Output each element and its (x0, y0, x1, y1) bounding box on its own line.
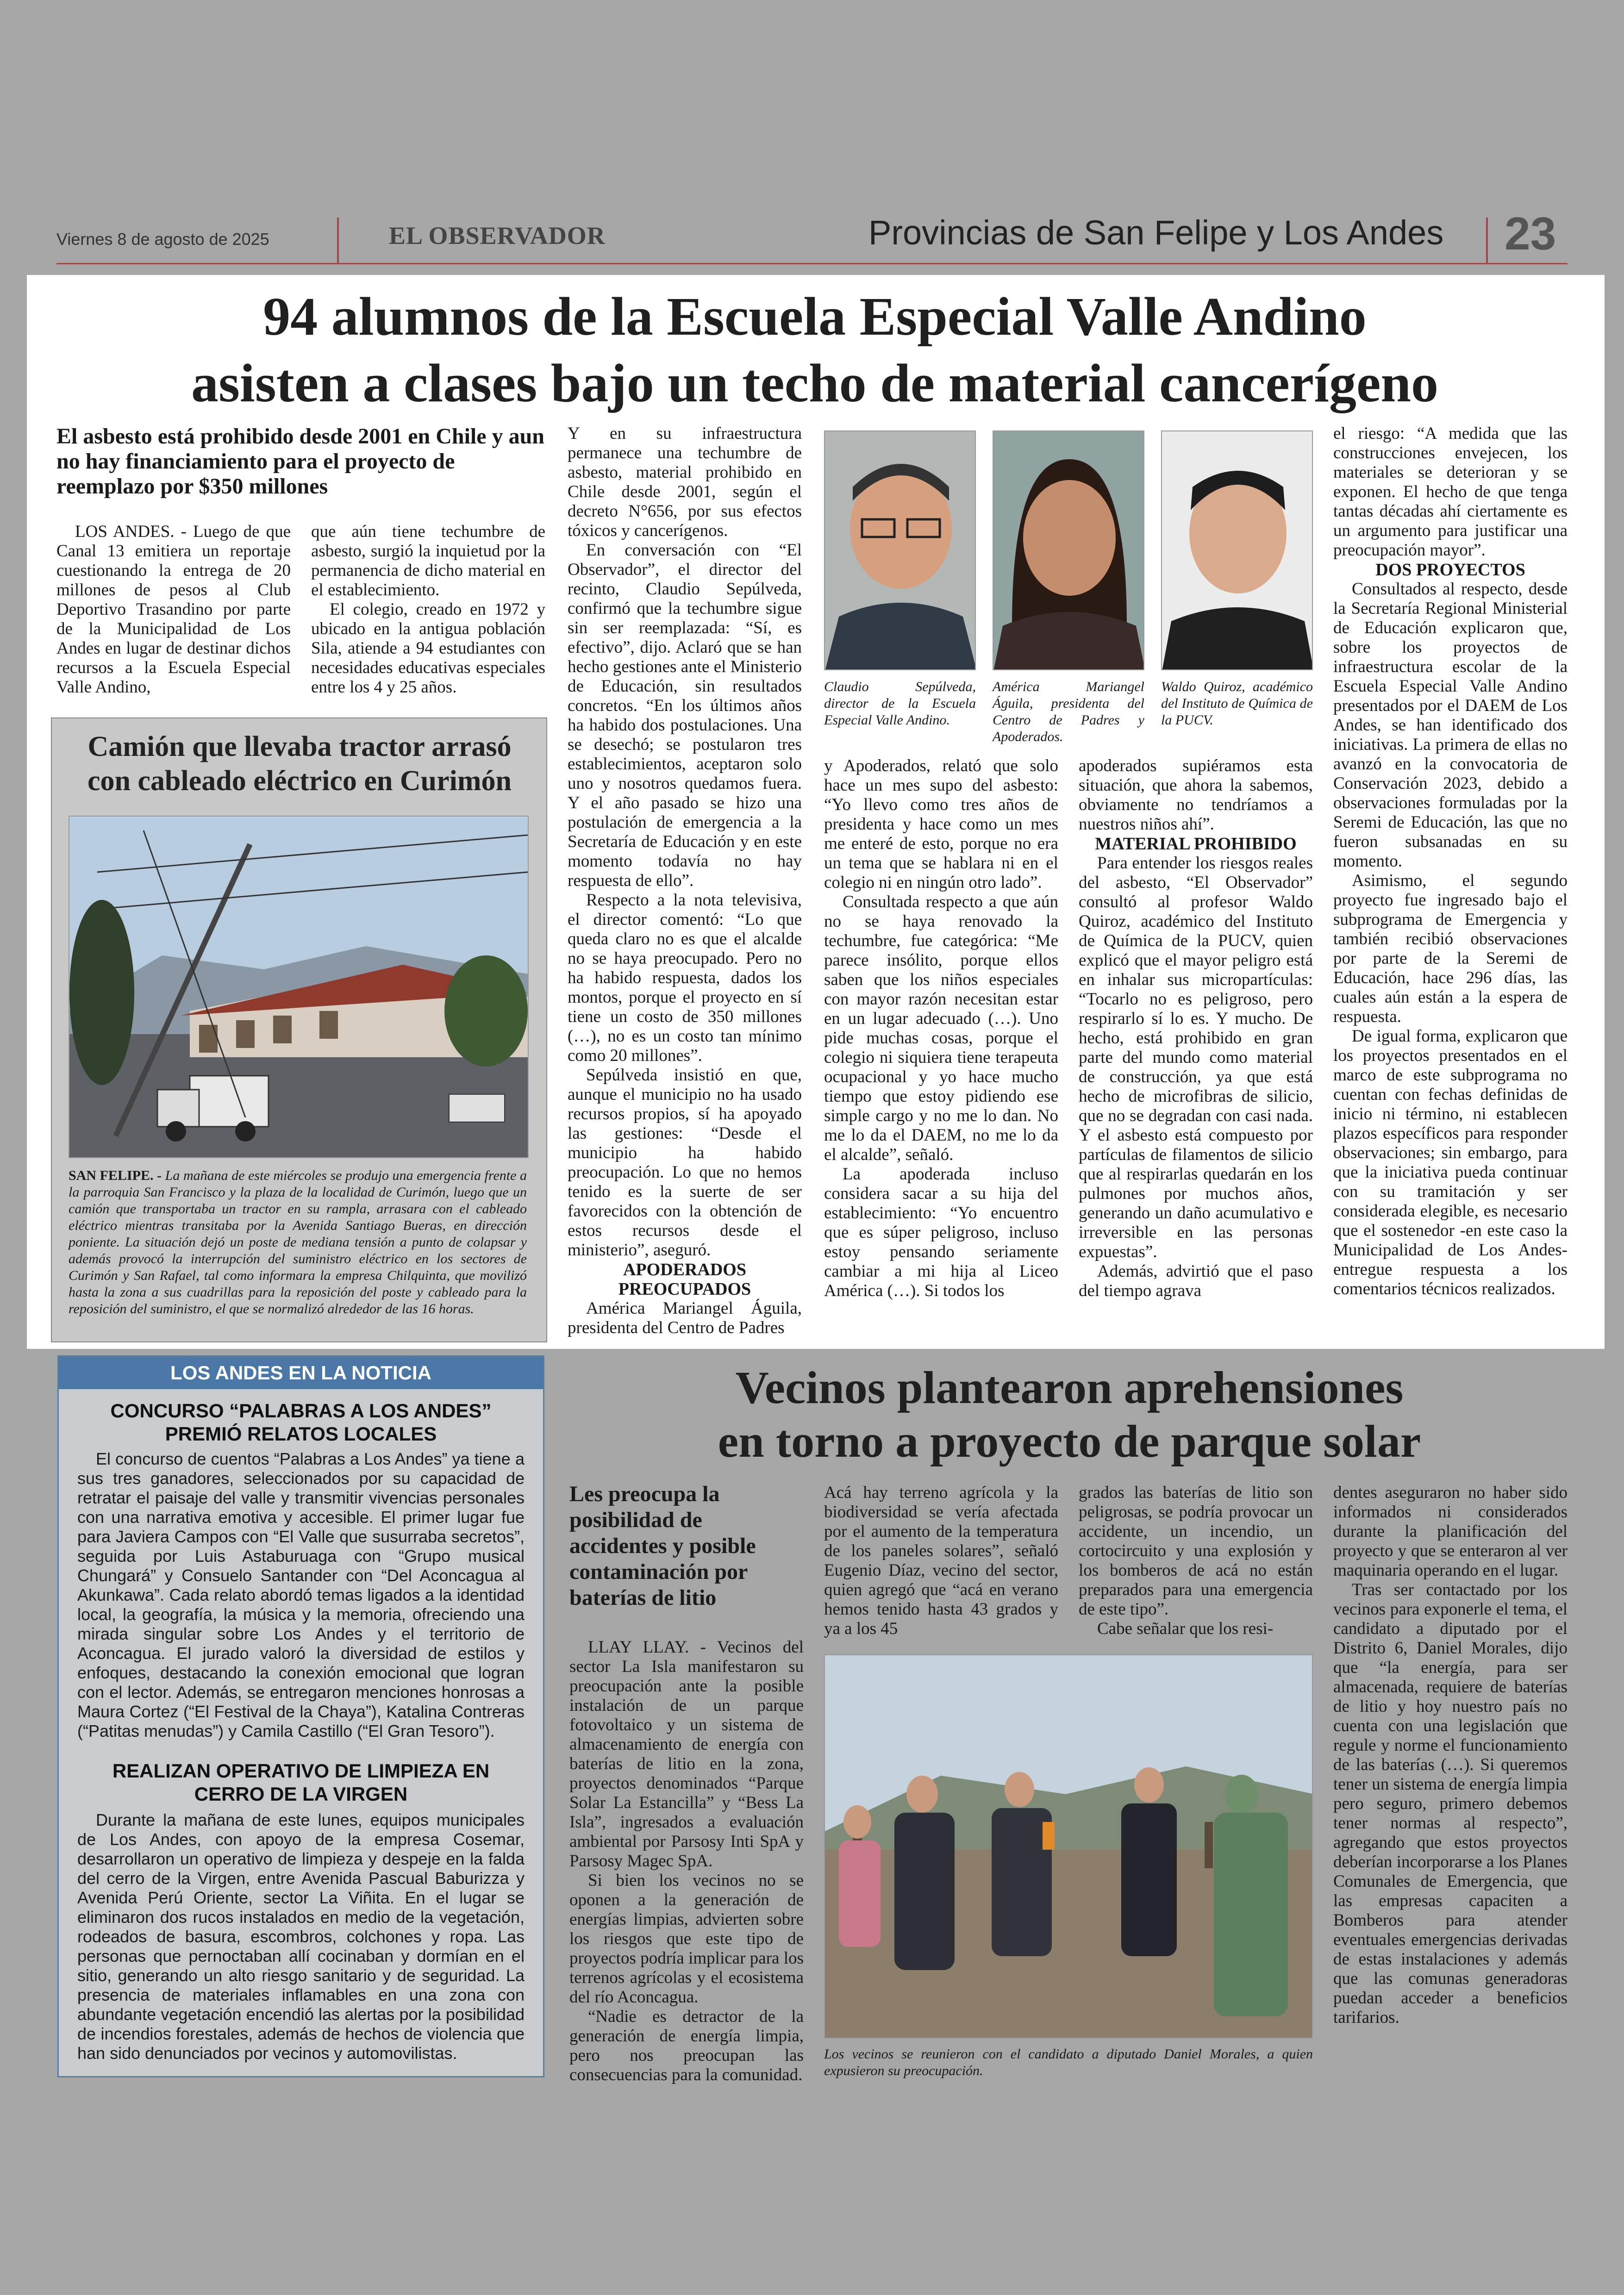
solar-col1-p2: “Nadie es detractor de la generación de energía limpia, pero nos preocupan las consecuencias para la comunidad. (569, 2007, 804, 2084)
portrait-caption-3: Waldo Quiroz, académico del Instituto de Química de la PUCV. (1161, 679, 1313, 728)
sidebar-story1-text: El concurso de cuentos “Palabras a Los Andes” ya tiene a sus tres ganadores, seleccionados por su capacidad de retratar el paisaje del valle y transmitir vivencias personales con una narrativa emotiva y accesible. El primer lugar fue para Javiera Campos con “El Valle que susurraba secretos”, seguida por Luis Astaburuaga con “Grupo musical Chungará” y Consuelo Santander con “Del Aconcagua al Akunkawa”. Cada relato abordó temas ligados a la identidad local, la geografía, la música y la memoria, ofreciendo una mirada singular sobre Los Andes y el territorio de Aconcagua. El jurado valoró la diversidad de estilos y enfoques, destacando la conexión emocional que logran con el lector. Además, se entregaron menciones honrosas a Maura Cortez (“El Festival de la Chaya”), Katalina Contreras (“Patitas menudas”) y Camila Castillo (“El Gran Tesoro”). (77, 1449, 525, 1740)
solar-col3-p0: grados las baterías de litio son peligrosas, se podría provocar un accidente, un incendio, un cortocircuito y una explosión y los bomberos de acá no están preparados para una emergencia de este tipo”. (1079, 1483, 1313, 1619)
masthead-paper-name: EL OBSERVADOR (389, 222, 606, 249)
masthead-date: Viernes 8 de agosto de 2025 (56, 230, 269, 249)
photo-box-headline: Camión que llevaba tractor arrasó con cableado eléctrico en Curimón (87, 731, 512, 797)
sidebar-story2-title: REALIZAN OPERATIVO DE LIMPIEZA EN CERRO DE LA VIRGEN (112, 1760, 490, 1805)
neighbors-meeting-photo (824, 1654, 1313, 2039)
masthead-divider (337, 218, 339, 264)
portrait-woman-illustration (993, 431, 1144, 670)
main-col1a-p0: LOS ANDES. - Luego de que Canal 13 emitiera un reportaje cuestionando la entrega de 20 millones de pesos al Club Deportivo Trasandino por parte de la Municipalidad de Los Andes en lugar de destinar dichos recursos a la Escuela Especial Valle Andino, (56, 522, 291, 697)
solar-deck: Les preocupa la posibilidad de accidentes y posible contaminación por baterías de litio (569, 1482, 756, 1610)
page-number: 23 (1505, 208, 1556, 260)
masthead-divider-right (1486, 218, 1488, 264)
solar-col2 (824, 1483, 1058, 1639)
solar-col3 (1079, 1483, 1313, 1639)
main-col3-p2: La apoderada incluso considera sacar a su hija del establecimiento: “Yo encuentro que es súper peligroso, incluso estoy pensando seriamente cambiar a mi hija al Liceo América (…). Si todos los (824, 1165, 1058, 1300)
main-col5-subhead: DOS PROYECTOS (1375, 560, 1525, 580)
solar-headline-line1: Vecinos plantearon aprehensiones (735, 1362, 1404, 1413)
sidebar-box (57, 1355, 544, 2077)
solar-col1-p0: LLAY LLAY. - Vecinos del sector La Isla manifestaron su preocupación ante la posible instalación de un parque fotovoltaico y un sistema de almacenamiento de energía con baterías de litio en la zona, proyectos denominados “Parque Solar La Estancilla” y “Bess La Isla”, ingresados a evaluación ambiental por Parsosy Inti SpA y Parsosy Magec SpA. (569, 1638, 804, 1871)
portrait-caption-1: Claudio Sepúlveda, director de la Escuela Especial Valle Andino. (824, 679, 976, 728)
portrait-caption-2: América Mariangel Águila, presidenta del Centro de Padres y Apoderados. (993, 679, 1144, 744)
photo-box-caption-text: La mañana de este miércoles se produjo una emergencia frente a la parroquia San Francisco y la plaza de la localidad de Curimón, luego que un camión que transportaba un tractor en su rampla, arrasara con el cableado eléctrico mientras transitaba por la Avenida Santiago Bueras, en dirección poniente. La situación dejó un poste de mediana tensión a punto de colapsar y además provocó la interrupción del suministro eléctrico en los sectores de Curimón y San Rafael, tal como informara la empresa Chilquinta, que movilizó hasta la zona a sus cuadrillas para la reposición del poste y cableado para la reposición del suministro, el que se normalizó alrededor de las 16 horas. (69, 1168, 527, 1316)
portrait-man-glasses-illustration (825, 431, 976, 670)
solar-col2-p0: Acá hay terreno agrícola y la biodiversidad se vería afectada por el aumento de la temperatura de los paneles solares”, señaló Eugenio Díaz, vecino del sector, quien agregó que “acá en verano hemos tenido hasta 43 grados y ya a los 45 (824, 1483, 1058, 1638)
photo-box-caption (69, 1167, 527, 1317)
main-col2-p0: Y en su infraestructura permanece una techumbre de asbesto, material prohibido en Chile desde 2001, según el decreto N°656, por sus efectos tóxicos y cancerígenos. (568, 424, 802, 540)
truck-accident-photo (69, 816, 529, 1158)
photo-box-caption-lead: SAN FELIPE. - (69, 1168, 162, 1183)
main-col4 (1079, 756, 1313, 1301)
portrait-waldo-quiroz (1161, 430, 1313, 670)
main-col4b-p0: Para entender los riesgos reales del asbesto, “El Observador” consultó al profesor Waldo Quiroz, académico del Instituto de Química de la PUCV, quien explicó que el mayor peligro está en inhalar sus micropartículas: “Tocarlo no es peligroso, pero respirarlo sí lo es. Y mucho. De hecho, está prohibido en gran parte del mundo como material de construcción, ya que está hecho de microfibras de silicio, que no se degradan con casi nada. Y el asbesto está compuesto por partículas de filamentos de silicio que al respirarlas quedarán en los pulmones por muchos años, generando un daño acumulativo e irreversible en las personas expuestas”. (1079, 854, 1313, 1261)
solar-col4 (1333, 1483, 1568, 2027)
solar-headline (569, 1361, 1569, 1468)
portrait-claudio-sepulveda (824, 430, 976, 670)
solar-col1-p1: Si bien los vecinos no se oponen a la generación de energías limpias, advierten sobre los riesgos que este tipo de proyectos podría implicar para los terrenos agrícolas y el ecosistema del río Aconcagua. (569, 1871, 804, 2007)
sidebar-band: LOS ANDES EN LA NOTICIA (59, 1357, 543, 1389)
sidebar-story2-body (77, 1810, 525, 2063)
main-col1b-p0: que aún tiene techumbre de asbesto, surgió la inquietud por la permanencia de dicho material en el establecimiento. (311, 522, 545, 599)
truck-accident-illustration (69, 817, 528, 1157)
main-col5a-p0: el riesgo: “A medida que las construcciones envejecen, los materiales se deterioran y se exponen. El hecho de que tenga tantas décadas ahí ciertamente es un argumento para justificar una preocupación mayor”. (1333, 424, 1568, 560)
main-col3-p0: y Apoderados, relató que solo hace un mes supo del asbesto: “Yo llevo como tres años de presidenta y hace como un mes me enteré de esto, porque no era un tema que se hablara ni en el colegio ni en ningún otro lado”. (824, 756, 1058, 892)
masthead-rule (56, 263, 1568, 264)
main-col1b (311, 522, 545, 697)
sidebar-story1-title: CONCURSO “PALABRAS A LOS ANDES” PREMIÓ RELATOS LOCALES (110, 1400, 492, 1445)
main-headline-line1: 94 alumnos de la Escuela Especial Valle Andino (263, 286, 1367, 347)
main-col3 (824, 756, 1058, 1301)
main-col5 (1333, 424, 1568, 1299)
main-col4-subhead: MATERIAL PROHIBIDO (1095, 834, 1297, 854)
solar-col4-p0: dentes aseguraron no haber sido informados ni considerados durante la planificación del proyecto y que se enteraron al ver maquinaria operando en el lugar. (1333, 1483, 1568, 1580)
portrait-man-illustration (1162, 431, 1313, 670)
main-deck: El asbesto está prohibido desde 2001 en Chile y aun no hay financiamiento para el proyecto de reemplazo por $350 millones (56, 424, 544, 499)
photo-box (51, 717, 547, 1342)
masthead-section: Provincias de San Felipe y Los Andes (868, 213, 1444, 252)
neighbors-photo-caption: Los vecinos se reunieron con el candidato a diputado Daniel Morales, a quien expusieron su preocupación. (824, 2046, 1313, 2078)
main-col5b-p0: Consultados al respecto, desde la Secretaría Regional Ministerial de Educación explicaron que, sobre los proyectos de infraestructura escolar de la Escuela Especial Valle Andino presentados por el DAEM de Los Andes, se han identificado dos iniciativas. La primera de ellas no avanzó en la convocatoria de Conservación 2023, debido a observaciones formuladas por la Seremi de Educación, las que no fueron subsanadas en su momento. (1333, 580, 1568, 871)
main-col1b-p1: El colegio, creado en 1972 y ubicado en la antigua población Sila, atiende a 94 estudiantes con necesidades educativas especiales entre los 4 y 25 años. (311, 600, 545, 697)
main-col2-p1: En conversación con “El Observador”, el director del recinto, Claudio Sepúlveda, confirmó que la techumbre sigue sin ser reemplazada: “Sí, es efectivo”, dijo. Aclaró que se han hecho gestiones ante el Ministerio de Educación, sin resultados concretos. “En los últimos años ha habido dos postulaciones. Una se desechó; se postularon tres establecimientos, aceptaron solo uno y nosotros quedamos fuera. Y el año pasado se hizo una postulación de emergencia a la Secretaría de Educación y en este momento todavía no hay respuesta de ello”. (568, 541, 802, 890)
neighbors-meeting-illustration (825, 1655, 1313, 2039)
main-headline (56, 283, 1574, 417)
sidebar-story1-body (77, 1449, 525, 1741)
main-col2-subhead: APODERADOS PREOCUPADOS (618, 1260, 751, 1299)
main-col2-p2: Respecto a la nota televisiva, el director comentó: “Lo que queda claro no es que el alcalde no se haya preocupado. Pero no ha habido respuesta, dados los montos, porque el proyecto en sí tiene un costo de 350 millones (…), no es un costo tan mínimo como 20 millones”. (568, 891, 802, 1065)
solar-col4-p1: Tras ser contactado por los vecinos para exponerle el tema, el candidato a diputado por el Distrito 6, Daniel Morales, dijo que “la energía, para ser almacenada, requiere de baterías de litio y hoy nuestro país no cuenta con una legislación que regule y norme el funcionamiento de las baterías (…). Si queremos tener un sistema de energía limpia pero seguro, primero debemos tener normas al respecto”, agregando que estos proyectos deberían incorporarse a los Planes Comunales de Emergencia, que las empresas capaciten a Bomberos para atender eventuales emergencias derivadas de estas instalaciones y además que las comunas generadoras puedan acceder a beneficios tarifarios. (1333, 1580, 1568, 2027)
portrait-america-aguila (993, 430, 1144, 670)
main-col2-p3: Sepúlveda insistió en que, aunque el municipio no ha usado recursos propios, sí ha apoyado las gestiones: “Desde el municipio ha habido preocupación. Lo que no hemos tenido es la suerte de ser favorecidos con la obtención de estos recursos desde el ministerio”, aseguró. (568, 1066, 802, 1260)
main-col5b-p2: De igual forma, explicaron que los proyectos presentados en el marco de este subprograma no cuentan con fechas definidas de inicio ni término, ni establecen plazos específicos para responder observaciones; sin embargo, para que la iniciativa pueda continuar con su tramitación y ser considerada elegible, es necesario que el sostenedor -en este caso la Municipalidad de Los Andes- entregue respuesta a los comentarios técnicos realizados. (1333, 1027, 1568, 1298)
main-col3-p1: Consultada respecto a que aún no se haya renovado la techumbre, fue categórica: “Me parece insólito, porque ellos saben que los niños especiales con mayor razón necesitan estar en un lugar adecuado (…). Uno pide muchas cosas, porque el colegio ni siquiera tiene terapeuta ocupacional y yo hace mucho tiempo que estoy pidiendo ese simple cargo y no me lo dan. No me lo da el DAEM, no me lo da el alcalde”, señaló. (824, 892, 1058, 1164)
main-col4b-p1: Además, advirtió que el paso del tiempo agrava (1079, 1262, 1313, 1300)
main-headline-line2: asisten a clases bajo un techo de material cancerígeno (191, 353, 1438, 413)
main-col2-tail: América Mariangel Águila, presidenta del Centro de Padres (568, 1299, 802, 1337)
sidebar-story2-text: Durante la mañana de este lunes, equipos municipales de Los Andes, con apoyo de la empresa Cosemar, desarrollaron un operativo de limpieza y despeje en la falda del cerro de la Virgen, entre Avenida Pascual Baburizza y Avenida Perú Oriente, sector La Viñita. En el lugar se eliminaron dos rucos instalados en medio de la vegetación, rodeados de basura, escombros, colchones y ropa. Las personas que pernoctaban allí cocinaban y dormían en el sitio, generando un alto riesgo sanitario y de seguridad. La presencia de materiales inflamables en una zona con abundante vegetación encendió las alertas por la posibilidad de incendios forestales, además de hechos de violencia que han sido denunciados por vecinos y automovilistas. (77, 1810, 525, 2063)
main-col2 (568, 424, 802, 1338)
solar-col3-p1: Cabe señalar que los resi- (1097, 1619, 1274, 1638)
solar-col1 (569, 1638, 804, 2085)
main-col5b-p1: Asimismo, el segundo proyecto fue ingresado bajo el subprograma de Emergencia y también recibió observaciones por parte de la Seremi de Educación, hace 296 días, las cuales aún están a la espera de respuesta. (1333, 871, 1568, 1026)
main-col4-p0: apoderados supiéramos esta situación, que ahora la sabemos, obviamente no tendríamos a nuestros niños ahí”. (1079, 756, 1313, 834)
main-col1a (56, 522, 291, 697)
solar-headline-line2: en torno a proyecto de parque solar (718, 1416, 1421, 1467)
